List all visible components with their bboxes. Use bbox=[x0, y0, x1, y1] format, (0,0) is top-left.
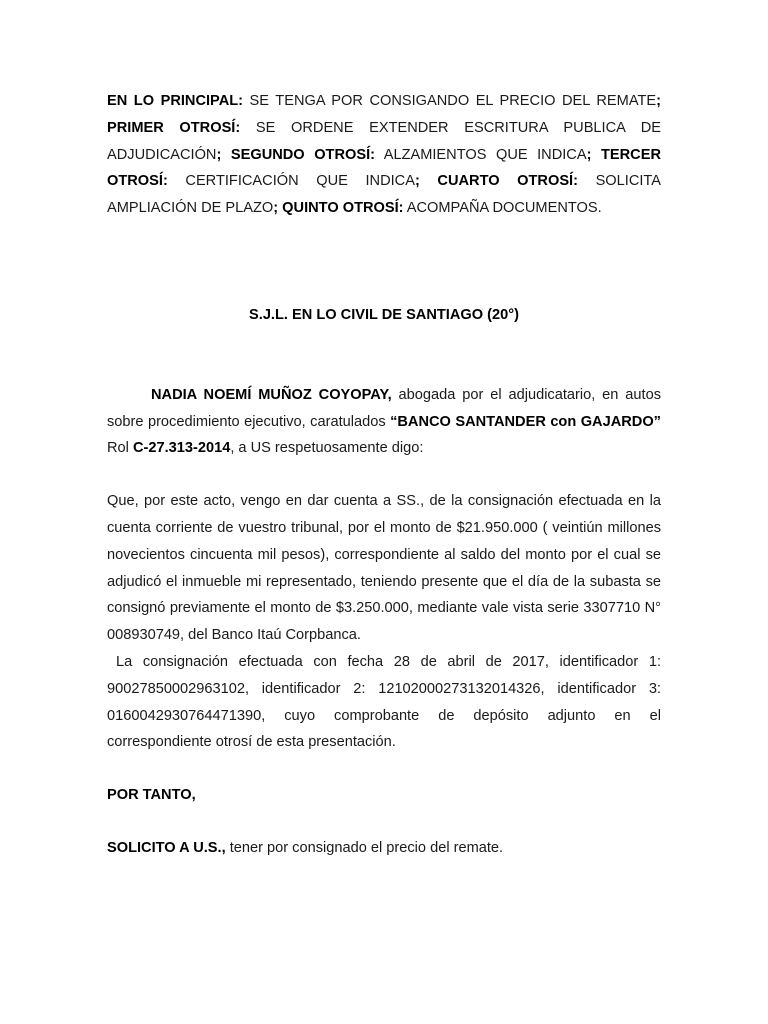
intro-text-3: , a US respetuosamente digo: bbox=[230, 440, 424, 457]
attorney-name: NADIA NOEMÍ MUÑOZ COYOPAY, bbox=[151, 386, 392, 403]
spacer bbox=[107, 462, 661, 488]
separator: ; bbox=[216, 146, 222, 163]
por-tanto bbox=[107, 782, 661, 809]
case-caption: “BANCO SANTANDER con GAJARDO” bbox=[390, 413, 661, 430]
separator: ; bbox=[586, 146, 592, 163]
body-paragraph-2-text: La consignación efectuada con fecha 28 de abril de 2017, identificador 1: 90027850002963102, identificador 2: 12102000273132014326, identificador 3: 0160042930764471390, cuyo comprobante de depósito adjunto en el correspondiente otrosí de esta presentación. bbox=[107, 653, 661, 751]
separator: ; bbox=[656, 93, 661, 109]
primer-otrosi-text: SE ORDENE EXTENDER ESCRITURA PUBLICA DE ADJUDICACIÓN bbox=[107, 119, 662, 163]
sumilla bbox=[107, 88, 661, 222]
intro-paragraph bbox=[107, 382, 661, 462]
spacer bbox=[107, 809, 661, 835]
court-heading: S.J.L. EN LO CIVIL DE SANTIAGO (20°) bbox=[249, 306, 519, 323]
spacer bbox=[107, 329, 661, 382]
principal-text: SE TENGA POR CONSIGANDO EL PRECIO DEL REMATE bbox=[243, 93, 657, 109]
separator: ; bbox=[273, 200, 279, 217]
spacer bbox=[107, 756, 661, 782]
por-tanto-label: POR TANTO, bbox=[107, 787, 196, 804]
quinto-otrosi-label: QUINTO OTROSÍ: bbox=[278, 200, 404, 217]
intro-text-1: abogada por el adjudicatario, en autos sobre procedimiento ejecutivo, caratulados bbox=[107, 386, 661, 430]
segundo-otrosi-text: ALZAMIENTOS QUE INDICA bbox=[375, 146, 587, 163]
tercer-otrosi-text: CERTIFICACIÓN QUE INDICA bbox=[167, 173, 415, 190]
spacer bbox=[107, 222, 661, 302]
body-paragraph-2 bbox=[107, 649, 661, 756]
cuarto-otrosi-label: CUARTO OTROSÍ: bbox=[419, 173, 578, 190]
primer-otrosi-label: PRIMER OTROSÍ: bbox=[107, 119, 241, 136]
intro-text-2: Rol bbox=[107, 440, 133, 457]
petition bbox=[107, 835, 661, 862]
tercer-otrosi-label: TERCER OTROSÍ: bbox=[107, 146, 661, 190]
document-page bbox=[107, 88, 661, 862]
separator: ; bbox=[414, 173, 420, 190]
solicito-label: SOLICITO A U.S., bbox=[107, 839, 226, 856]
case-rol: C-27.313-2014 bbox=[132, 440, 231, 457]
segundo-otrosi-label: SEGUNDO OTROSÍ: bbox=[221, 146, 375, 163]
body-paragraph-1: Que, por este acto, vengo en dar cuenta a SS., de la consignación efectuada en la cuenta corriente de vuestro tribunal, por el monto de $21.950.000 ( veintiún millones novecientos cincuenta mil pesos), correspondiente al saldo del monto por el cual se adjudicó el inmueble mi representado, teniendo presente que el día de la subasta se consignó previamente el monto de $3.250.000, mediante vale vista serie 3307710 N° 008930749, del Banco Itaú Corpbanca. bbox=[107, 493, 661, 644]
solicito-text: tener por consignado el precio del remate. bbox=[225, 839, 504, 856]
cuarto-otrosi-text: SOLICITA AMPLIACIÓN DE PLAZO bbox=[107, 173, 661, 217]
quinto-otrosi-text: ACOMPAÑA DOCUMENTOS. bbox=[403, 200, 602, 217]
principal-label: EN LO PRINCIPAL: bbox=[107, 93, 244, 109]
